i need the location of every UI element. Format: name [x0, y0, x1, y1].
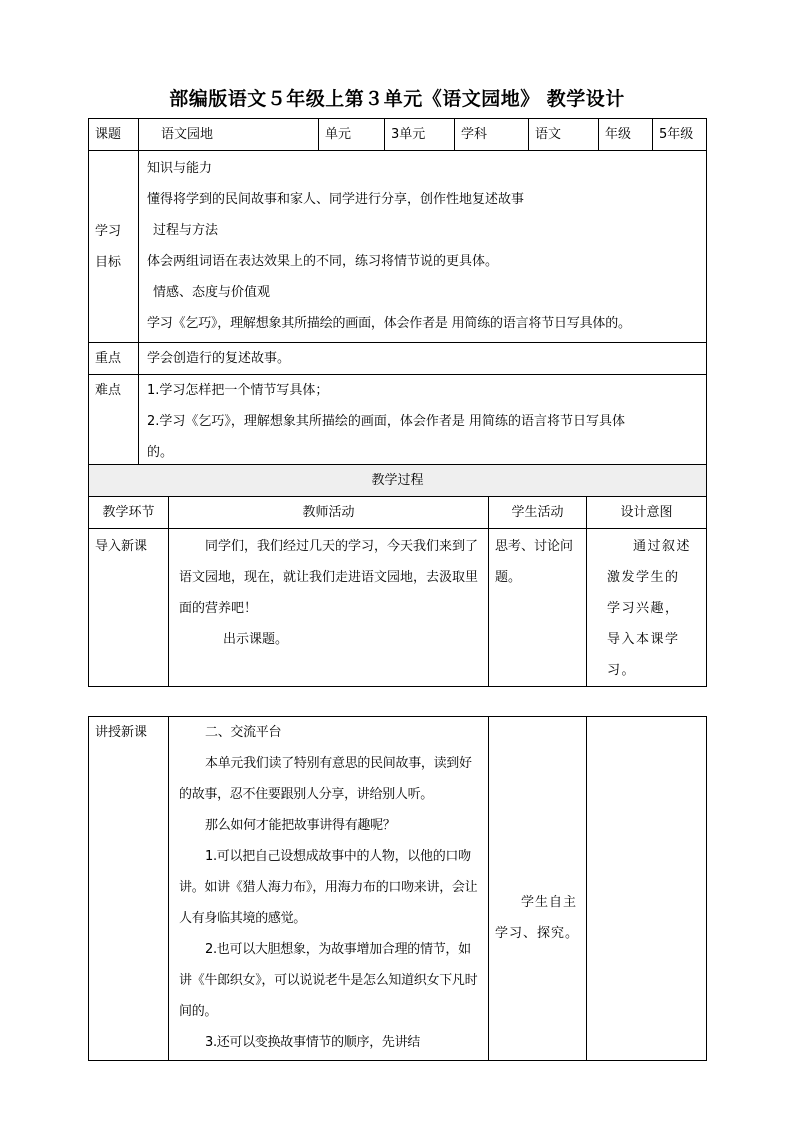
lesson-stage: 讲授新课: [89, 717, 169, 1061]
col-teacher: 教师活动: [169, 497, 489, 529]
unit-value: 3单元: [385, 119, 455, 151]
lesson-intent: [587, 717, 707, 1061]
difficulty-row: [89, 375, 707, 469]
topic-value: 语文园地: [139, 119, 319, 151]
process-table: [88, 464, 707, 687]
lesson-student: 学生自主学习、探究。: [489, 717, 587, 1061]
unit-label: 单元: [319, 119, 385, 151]
lesson-teacher: 二、交流平台 本单元我们读了特别有意思的民间故事，读到好的故事，忍不住要跟别人分享，讲给别人听。 那么如何才能把故事讲得有趣呢？ 1.可以把自己设想成故事中的人物，以他的口吻讲。如讲《猎人海力布》，用海力布的口吻来讲，会让人有身临其境的感觉。 2.也可以大胆想象，为故事增加合理的情节，如讲《牛郎织女》，可以说说老牛是怎么知道织女下凡时间的。 3.还可以变换故事情节的顺序，先讲结: [169, 717, 489, 1061]
lesson-plan-table: [88, 118, 707, 469]
topic-label: 课题: [89, 119, 139, 151]
grade-label: 年级: [599, 119, 653, 151]
lesson-table: [88, 716, 707, 1061]
key-point-text: 学会创造行的复述故事。: [139, 343, 707, 375]
intro-intent: 通过叙述激发学生的学习兴趣，导入本课学习。: [587, 529, 707, 687]
col-stage: 教学环节: [89, 497, 169, 529]
difficulty-label: 难点: [89, 375, 139, 469]
col-student: 学生活动: [489, 497, 587, 529]
key-point-label: 重点: [89, 343, 139, 375]
objectives-label: 学习 目标: [89, 151, 139, 343]
objectives-content: [139, 151, 707, 343]
grade-value: 5年级: [653, 119, 707, 151]
key-point-row: [89, 343, 707, 375]
lesson-row: [89, 717, 707, 1061]
col-intent: 设计意图: [587, 497, 707, 529]
objective-line: 体会两组词语在表达效果上的不同，练习将情节说的更具体。: [147, 254, 499, 269]
page-title: 部编版语文５年级上第３单元《语文园地》 教学设计: [169, 88, 625, 110]
objective-line: 过程与方法: [153, 223, 219, 238]
objective-line: 懂得将学到的民间故事和家人、同学进行分享，创作性地复述故事: [147, 192, 525, 207]
objectives-row: [89, 151, 707, 343]
difficulty-content: 1.学习怎样把一个情节写具体； 2.学习《乞巧》，理解想象其所描绘的画面，体会作者是 用简练的语言将节日写具体 的。: [139, 375, 707, 469]
subject-label: 学科: [455, 119, 529, 151]
objective-line: 情感、态度与价值观: [153, 285, 271, 300]
intro-teacher: 同学们，我们经过几天的学习，今天我们来到了语文园地，现在，就让我们走进语文园地，去汲取里面的营养吧！ 出示课题。: [169, 529, 489, 687]
intro-student: 思考、讨论问题。: [489, 529, 587, 687]
intro-row: [89, 529, 707, 687]
intro-stage: 导入新课: [89, 529, 169, 687]
subject-value: 语文: [529, 119, 599, 151]
process-header: 教学过程: [89, 465, 707, 497]
objective-line: 学习《乞巧》，理解想象其所描绘的画面，体会作者是 用简练的语言将节日写具体的。: [147, 316, 631, 331]
objective-line: 知识与能力: [147, 161, 213, 176]
info-row: [89, 119, 707, 151]
